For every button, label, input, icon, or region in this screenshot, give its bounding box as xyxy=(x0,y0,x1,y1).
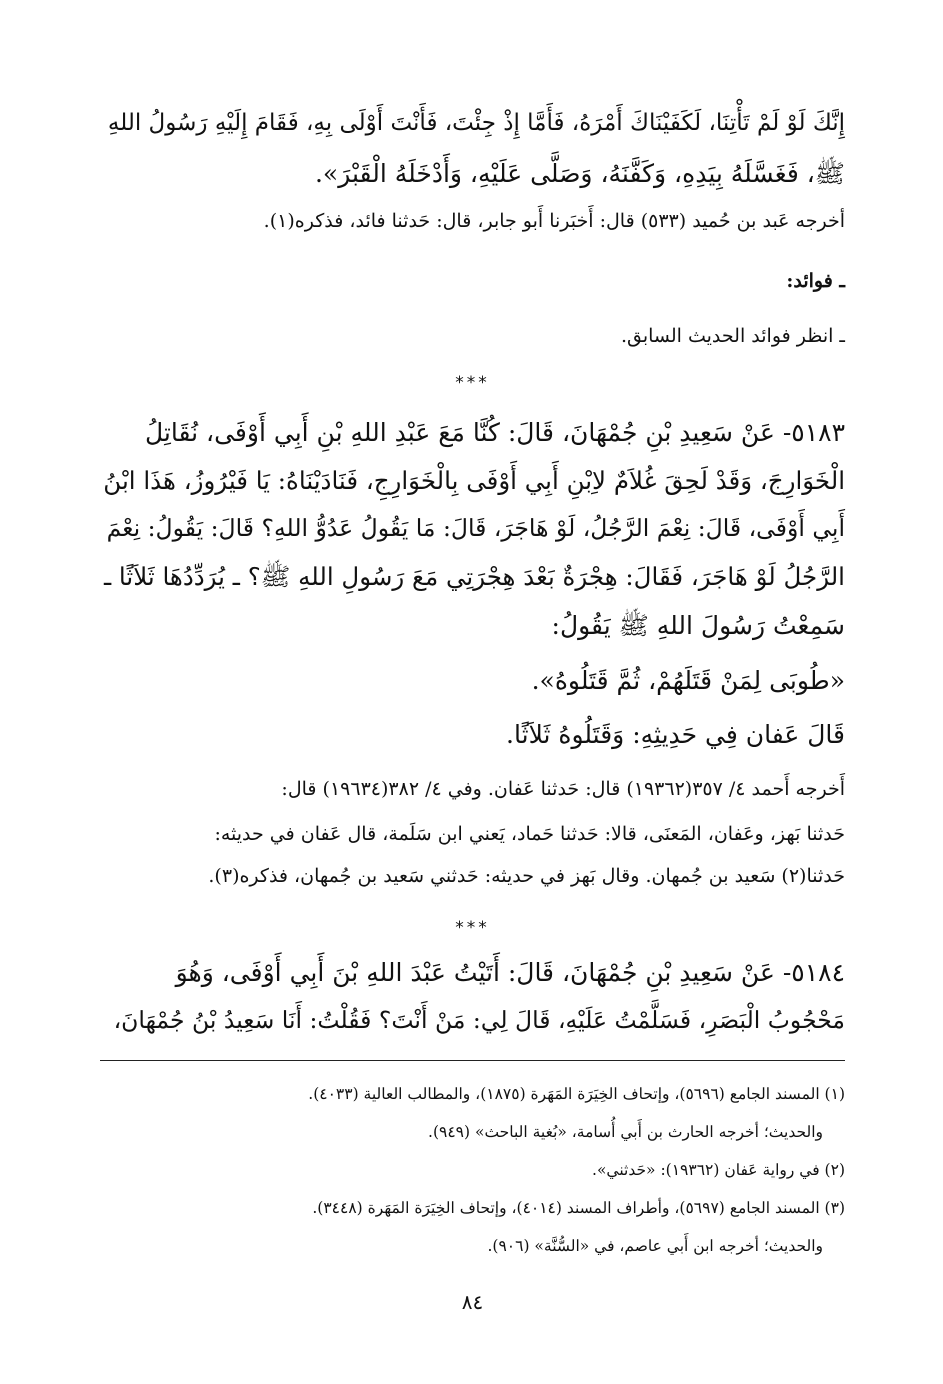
page-number: ٨٤ xyxy=(461,1290,484,1314)
text-line: إِنَّكَ لَوْ لَمْ تَأْتِنَا، لَكَفَيْنَاكَ أَمْرَهُ، فَأَمَّا إِذْ جِئْتَ، فَأَنْتَ أَوْلَى بِهِ، فَقَامَ إِلَيْهِ رَسُولُ اللهِ xyxy=(107,110,845,136)
hadith-quote: «طُوبَى لِمَنْ قَتَلَهُمْ، ثُمَّ قَتَلُوهُ». xyxy=(531,666,845,695)
footnote: (١) المسند الجامع (٥٦٩٦)، وإتحاف الخِيَرَة المَهَرة (١٨٧٥)، والمطالب العالية (٤٠٣٣). xyxy=(308,1085,845,1103)
hadith-5183-line: قَالَ عَفان فِي حَدِيثِهِ: وَقَتَلُوهُ ثَلاَثًا. xyxy=(506,720,845,749)
section-separator: *** xyxy=(455,373,490,393)
citation-line: حَدثنا بَهز، وعَفان، المَعنَى، قالا: حَدثنا حَماد، يَعني ابن سَلَمة، قال عَفان في حديثه: xyxy=(214,823,845,845)
hadith-5183-line: الرَّجُلُ لَوْ هَاجَرَ، فَقَالَ: هِجْرَةٌ بَعْدَ هِجْرَتِي مَعَ رَسُولِ اللهِ ﷺ؟ ـ يُرَدِّدُهَا ثَلاَثًا ـ xyxy=(103,562,845,591)
hadith-5183-line: ٥١٨٣- عَنْ سَعِيدِ بْنِ جُمْهَانَ، قَالَ: كُنَّا مَعَ عَبْدِ اللهِ بْنِ أَبِي أَوْفَى، نُقَاتِلُ xyxy=(144,418,845,447)
footnote: والحديث؛ أخرجه ابن أَبي عاصم، في «السُّنَّة» (٩٠٦). xyxy=(487,1237,823,1255)
footnote: (٢) في رواية عَفان (١٩٣٦٢): «حَدثني». xyxy=(592,1161,845,1179)
footnote: (٣) المسند الجامع (٥٦٩٧)، وأطراف المسند (٤٠١٤)، وإتحاف الخِيَرَة المَهَرة (٣٤٤٨). xyxy=(312,1199,845,1217)
section-separator: *** xyxy=(455,918,490,938)
footnote-divider xyxy=(100,1060,845,1061)
hadith-5183-line: الْخَوَارِجَ، وَقَدْ لَحِقَ غُلاَمٌ لاِبْنِ أَبِي أَوْفَى بِالْخَوَارِجِ، فَنَادَيْنَاهُ: يَا فَيْرُوزُ، هَذَا ابْنُ xyxy=(103,466,845,495)
citation-line: أخرجه عَبد بن حُميد (٥٣٣) قال: أَخبَرنا أَبو جابر، قال: حَدثنا فائد، فذكره(١). xyxy=(263,210,845,232)
hadith-5183-line: أَبِي أَوْفَى، قَالَ: نِعْمَ الرَّجُلُ، لَوْ هَاجَرَ، قَالَ: مَا يَقُولُ عَدُوُّ اللهِ؟ قَالَ: يَقُولُ: نِعْمَ xyxy=(106,514,845,542)
citation-line: أَخرجه أَحمد ٤/ ٣٥٧(١٩٣٦٢) قال: حَدثنا عَفان. وفي ٤/ ٣٨٢(١٩٦٣٤) قال: xyxy=(281,778,845,800)
hadith-5184-line: ٥١٨٤- عَنْ سَعِيدِ بْنِ جُمْهَانَ، قَالَ: أَتَيْتُ عَبْدَ اللهِ بْنَ أَبِي أَوْفَى، وَهُوَ xyxy=(175,958,845,987)
hadith-5184-line: مَحْجُوبُ الْبَصَرِ، فَسَلَّمْتُ عَلَيْهِ، قَالَ لِي: مَنْ أَنْتَ؟ فَقُلْتُ: أَنَا سَعِيدُ بْنُ جُمْهَانَ، xyxy=(113,1006,845,1034)
benefits-line: ـ انظر فوائد الحديث السابق. xyxy=(620,325,845,347)
hadith-5183-line: سَمِعْتُ رَسُولَ اللهِ ﷺ يَقُولُ: xyxy=(551,611,845,640)
footnote: والحديث؛ أخرجه الحارث بن أَبي أُسامة، «بُغية الباحث» (٩٤٩). xyxy=(428,1123,823,1141)
text-line: ﷺ، فَغَسَّلَهُ بِيَدِهِ، وَكَفَّنَهُ، وَصَلَّى عَلَيْهِ، وَأَدْخَلَهُ الْقَبْرَ». xyxy=(314,159,845,188)
book-page xyxy=(100,100,845,1340)
benefits-heading: ـ فوائد: xyxy=(786,270,845,292)
citation-line: حَدثنا(٢) سَعيد بن جُمهان. وقال بَهز في حديثه: حَدثني سَعيد بن جُمهان، فذكره(٣). xyxy=(208,865,845,887)
